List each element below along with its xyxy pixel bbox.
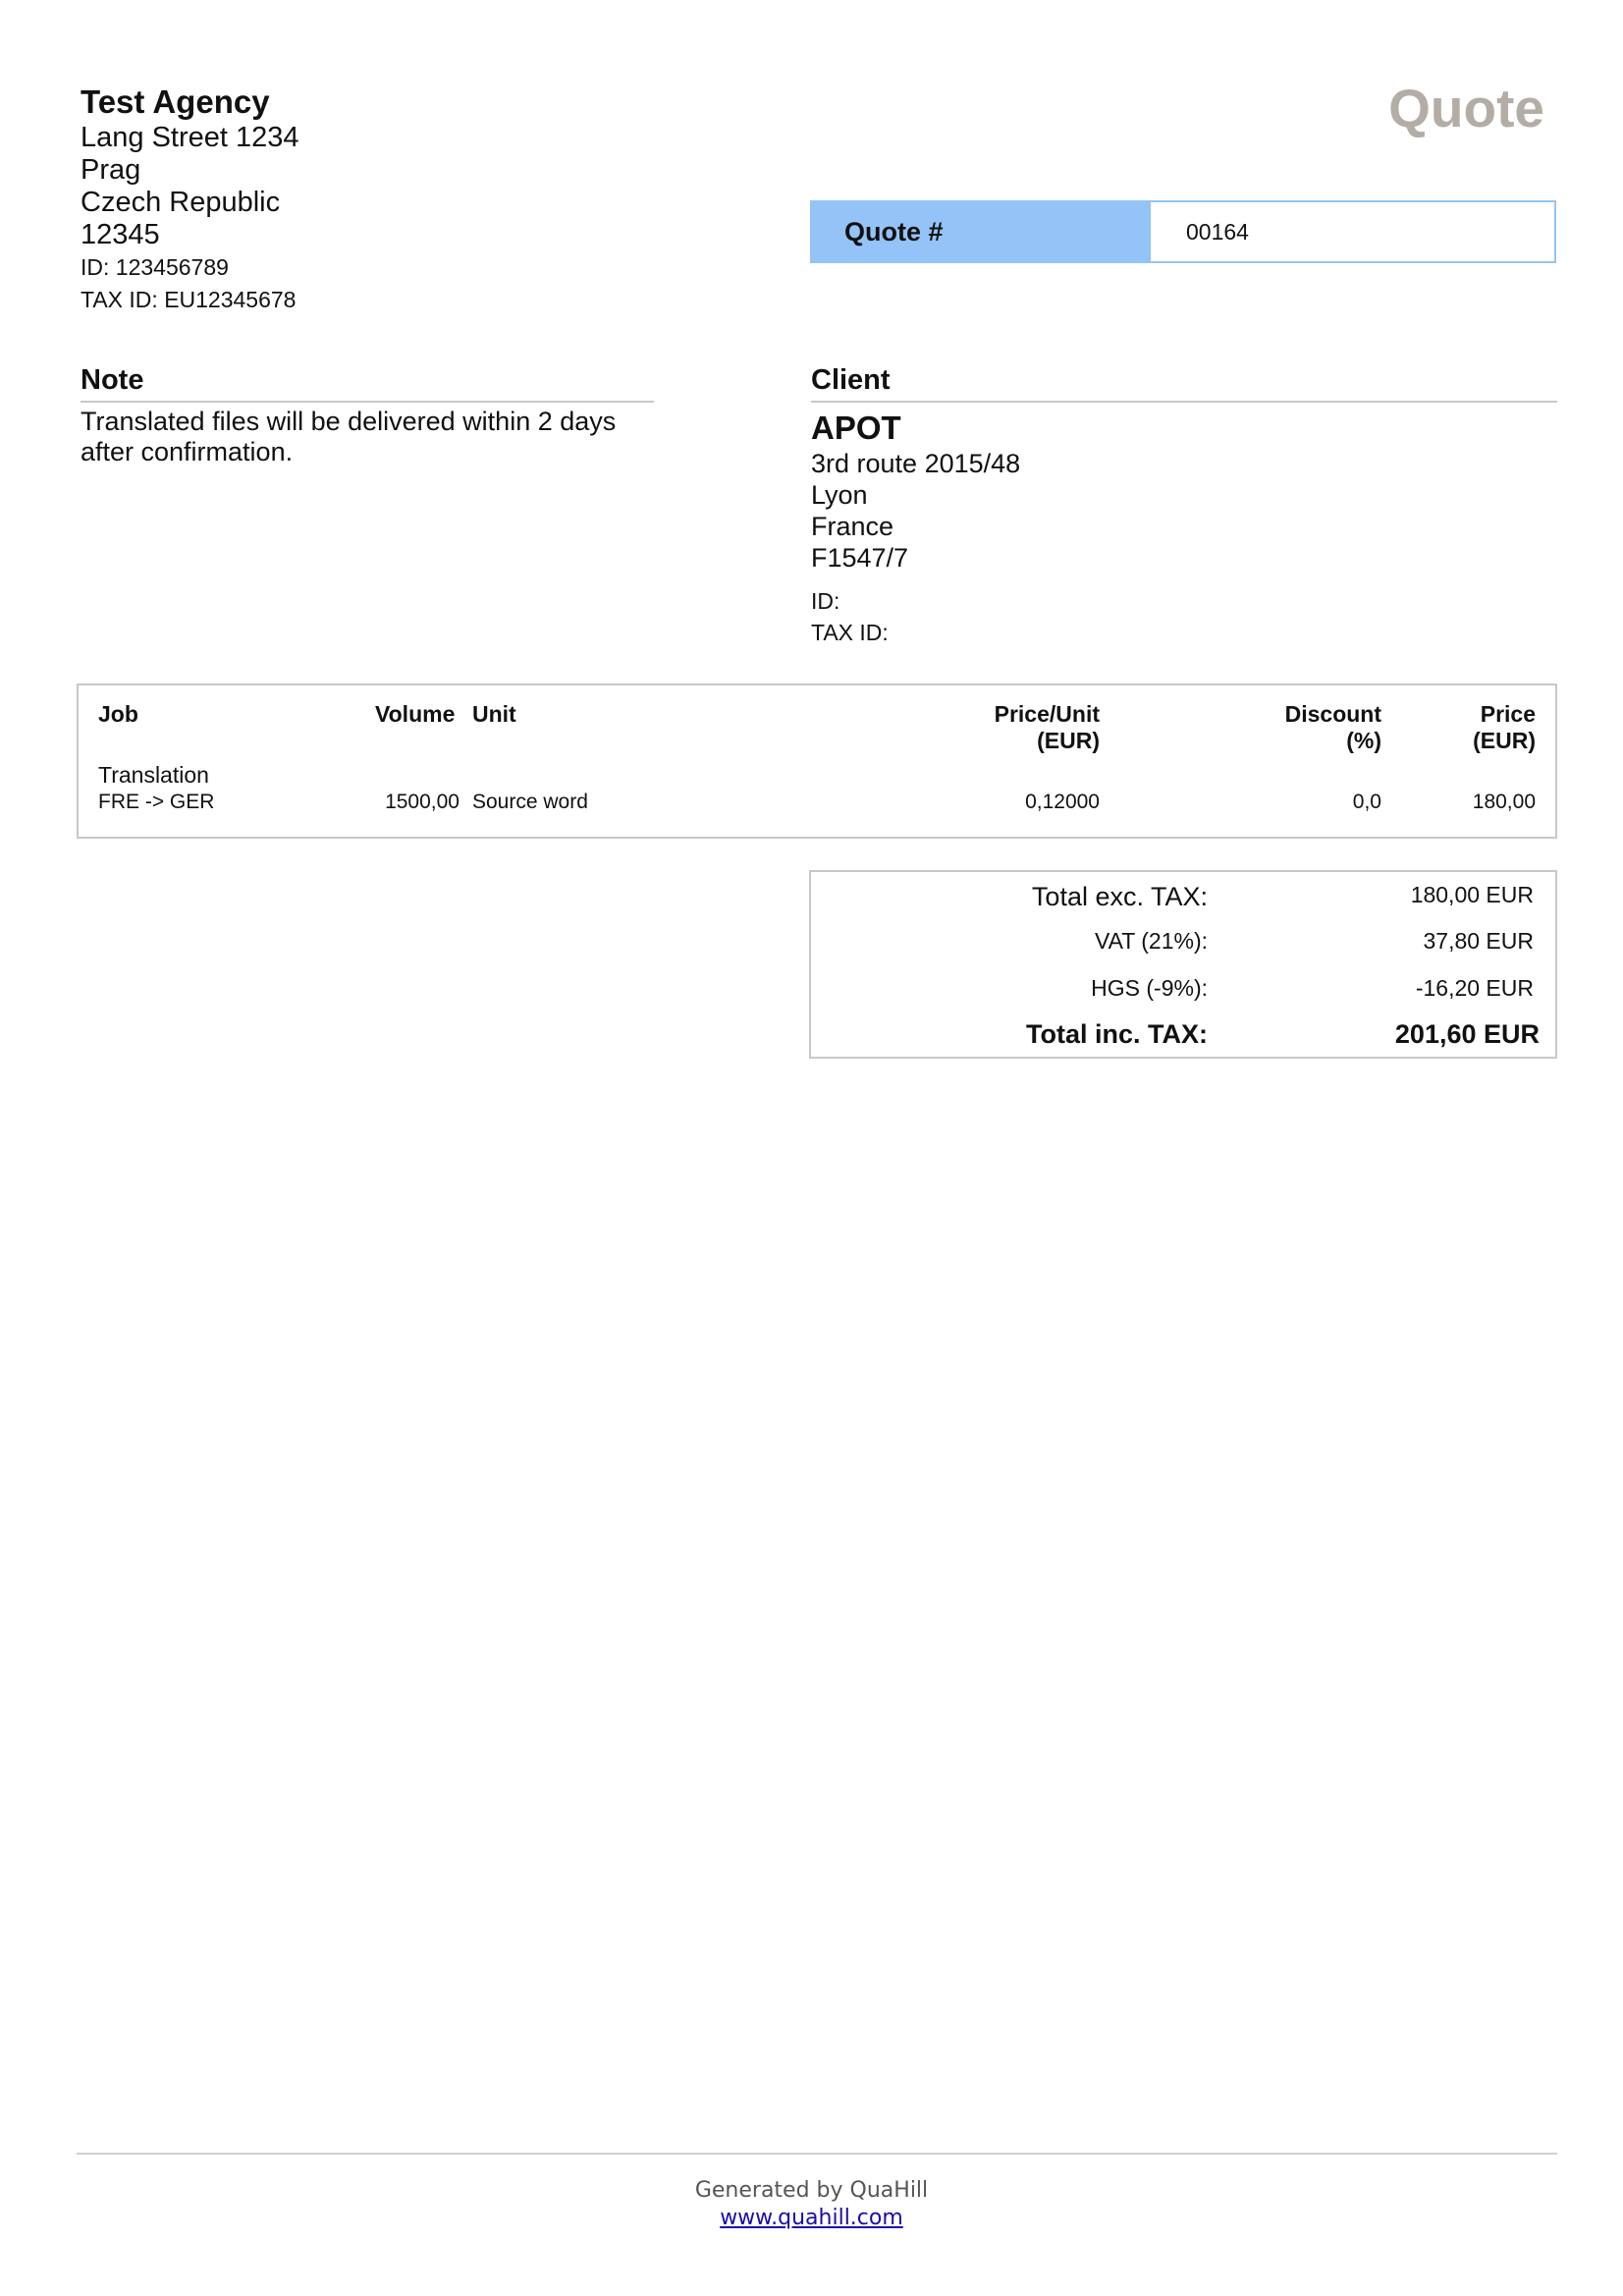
header-price-unit-line2: (EUR) <box>1037 728 1100 753</box>
row-langs: FRE -> GER <box>98 791 215 813</box>
row-volume: 1500,00 <box>385 791 460 813</box>
row-unit: Source word <box>472 791 588 813</box>
note-section <box>81 361 654 467</box>
company-street: Lang Street 1234 <box>81 122 299 153</box>
vat-label: VAT (21%): <box>1094 928 1208 954</box>
header-price-unit <box>995 701 1100 754</box>
client-code: F1547/7 <box>811 543 909 573</box>
header-discount-line1: Discount <box>1284 701 1381 727</box>
footer-divider <box>77 2153 1557 2155</box>
company-id: ID: 123456789 <box>81 254 229 280</box>
client-street: 3rd route 2015/48 <box>811 449 1021 478</box>
client-heading: Client <box>811 361 1557 403</box>
hgs-label: HGS (-9%): <box>1091 975 1208 1001</box>
client-tax-id: TAX ID: <box>811 620 889 645</box>
header-volume: Volume <box>375 701 456 727</box>
header-price-line1: Price <box>1480 701 1536 727</box>
quote-number-box <box>810 200 1556 263</box>
header-price-line2: (EUR) <box>1473 728 1536 753</box>
company-block <box>81 82 630 316</box>
total-excl-value: 180,00 EUR <box>1410 882 1534 907</box>
company-name: Test Agency <box>81 83 270 120</box>
header-discount <box>1285 701 1381 754</box>
total-excl-label: Total exc. TAX: <box>1031 882 1208 911</box>
client-section <box>811 361 1557 648</box>
client-id: ID: <box>811 588 840 614</box>
header-discount-line2: (%) <box>1346 728 1381 753</box>
note-heading: Note <box>81 361 654 403</box>
company-city: Prag <box>81 154 141 186</box>
document-title: Quote <box>1388 78 1544 138</box>
company-zip: 12345 <box>81 219 160 250</box>
quote-number-value: 00164 <box>1149 200 1556 263</box>
row-job: Translation <box>98 762 209 788</box>
totals-box <box>809 870 1557 1059</box>
footer <box>0 2177 1623 2232</box>
note-text: Translated files will be delivered within 2 days after confirmation. <box>81 407 617 466</box>
quote-number-label: Quote # <box>810 200 1149 263</box>
header-price <box>1473 701 1536 754</box>
company-tax-id: TAX ID: EU12345678 <box>81 287 297 312</box>
row-discount: 0,0 <box>1352 791 1381 813</box>
company-country: Czech Republic <box>81 187 281 218</box>
row-price-unit: 0,12000 <box>1025 791 1100 813</box>
row-price: 180,00 <box>1472 791 1536 813</box>
footer-generated-text: Generated by QuaHill <box>694 2178 929 2203</box>
header-price-unit-line1: Price/Unit <box>994 701 1100 727</box>
hgs-value: -16,20 EUR <box>1415 975 1534 1001</box>
header-unit: Unit <box>472 701 516 727</box>
footer-website-link[interactable]: www.quahill.com <box>720 2206 903 2230</box>
client-name: APOT <box>811 410 901 446</box>
client-city: Lyon <box>811 480 868 510</box>
total-incl-label: Total inc. TAX: <box>1026 1019 1208 1049</box>
total-incl-value: 201,60 EUR <box>1394 1019 1540 1049</box>
client-country: France <box>811 512 894 541</box>
vat-value: 37,80 EUR <box>1423 928 1534 954</box>
header-job: Job <box>98 701 138 727</box>
job-table <box>77 683 1557 839</box>
